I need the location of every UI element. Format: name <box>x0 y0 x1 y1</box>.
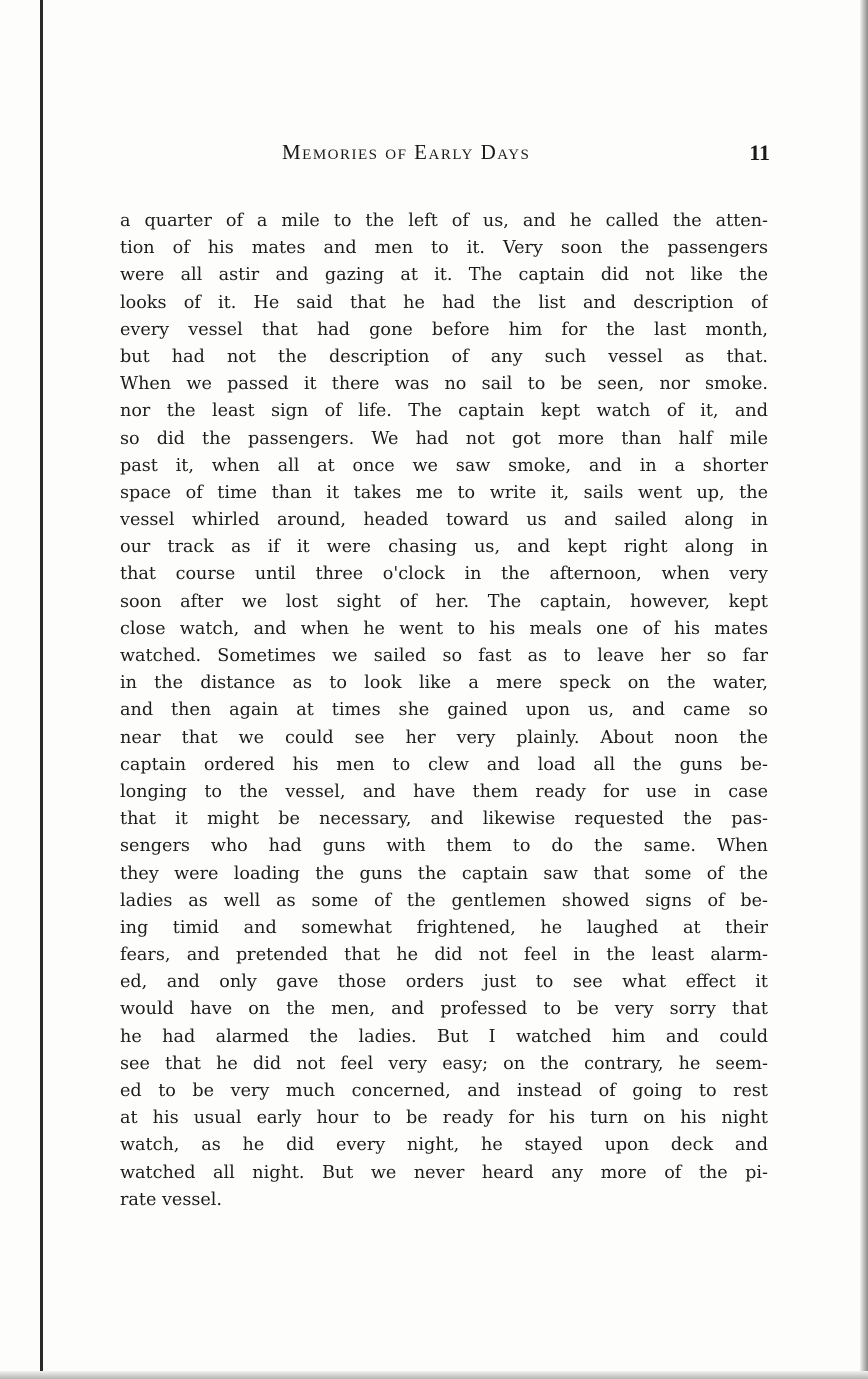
text-line: sengers who had guns with them to do the same. When <box>120 836 768 857</box>
text-line: they were loading the guns the captain saw that some of the <box>120 863 768 884</box>
text-line: were all astir and gazing at it. The captain did not like the <box>120 265 768 286</box>
text-line: would have on the men, and professed to be very sorry that <box>120 999 768 1020</box>
text-line: every vessel that had gone before him for the last month, <box>120 319 768 340</box>
text-line: longing to the vessel, and have them ready for use in case <box>120 781 768 802</box>
text-line: that it might be necessary, and likewise requested the pas- <box>120 809 768 830</box>
text-line: but had not the description of any such vessel as that. <box>120 346 768 367</box>
text-line: a quarter of a mile to the left of us, and he called the atten- <box>120 211 768 231</box>
page-number: 11 <box>749 140 770 165</box>
text-line: captain ordered his men to clew and load all the guns be- <box>120 754 768 775</box>
text-line: so did the passengers. We had not got more than half mile <box>120 428 768 449</box>
text-line: looks of it. He said that he had the list and description of <box>120 292 768 313</box>
running-head-title: Memories of Early Days <box>282 140 531 164</box>
text-line: tion of his mates and men to it. Very soon the passengers <box>120 238 768 259</box>
text-line: space of time than it takes me to write it, sails went up, the <box>120 482 768 503</box>
text-line: near that we could see her very plainly. About noon the <box>120 727 768 748</box>
text-line: watched. Sometimes we sailed so fast as to leave her so far <box>120 646 768 666</box>
text-line: fears, and pretended that he did not feel in the least alarm- <box>120 945 768 966</box>
text-line: watched all night. But we never heard any more of the pi- <box>120 1162 768 1183</box>
text-line: vessel whirled around, headed toward us and sailed along in <box>120 510 768 531</box>
text-line: ed to be very much concerned, and instead of going to rest <box>120 1081 768 1101</box>
page-edge-shadow <box>860 0 868 1379</box>
running-header <box>120 140 770 172</box>
text-line: soon after we lost sight of her. The captain, however, kept <box>120 591 768 612</box>
text-line: at his usual early hour to be ready for his turn on his night <box>120 1108 768 1129</box>
text-line: past it, when all at once we saw smoke, and in a shorter <box>120 455 768 476</box>
body-text <box>120 208 768 1214</box>
text-line: watch, as he did every night, he stayed upon deck and <box>120 1135 768 1156</box>
text-line: in the distance as to look like a mere speck on the water, <box>120 673 768 694</box>
text-line: that course until three o'clock in the afternoon, when very <box>120 564 768 585</box>
text-line: ed, and only gave those orders just to see what effect it <box>120 972 768 993</box>
text-line: and then again at times she gained upon us, and came so <box>120 700 768 721</box>
text-line: When we passed it there was no sail to be seen, nor smoke. <box>120 374 768 395</box>
text-line: close watch, and when he went to his meals one of his mates <box>120 618 768 639</box>
text-line: rate vessel. <box>120 1189 223 1210</box>
binding-gutter-line <box>40 0 43 1379</box>
page-bottom-edge <box>0 1371 868 1379</box>
text-line: see that he did not feel very easy; on the contrary, he seem- <box>120 1053 768 1074</box>
text-line: he had alarmed the ladies. But I watched him and could <box>120 1026 768 1047</box>
text-line: our track as if it were chasing us, and kept right along in <box>120 537 768 558</box>
text-line: ladies as well as some of the gentlemen showed signs of be- <box>120 890 768 911</box>
text-line: ing timid and somewhat frightened, he laughed at their <box>120 917 768 938</box>
text-line: nor the least sign of life. The captain kept watch of it, and <box>120 401 768 422</box>
